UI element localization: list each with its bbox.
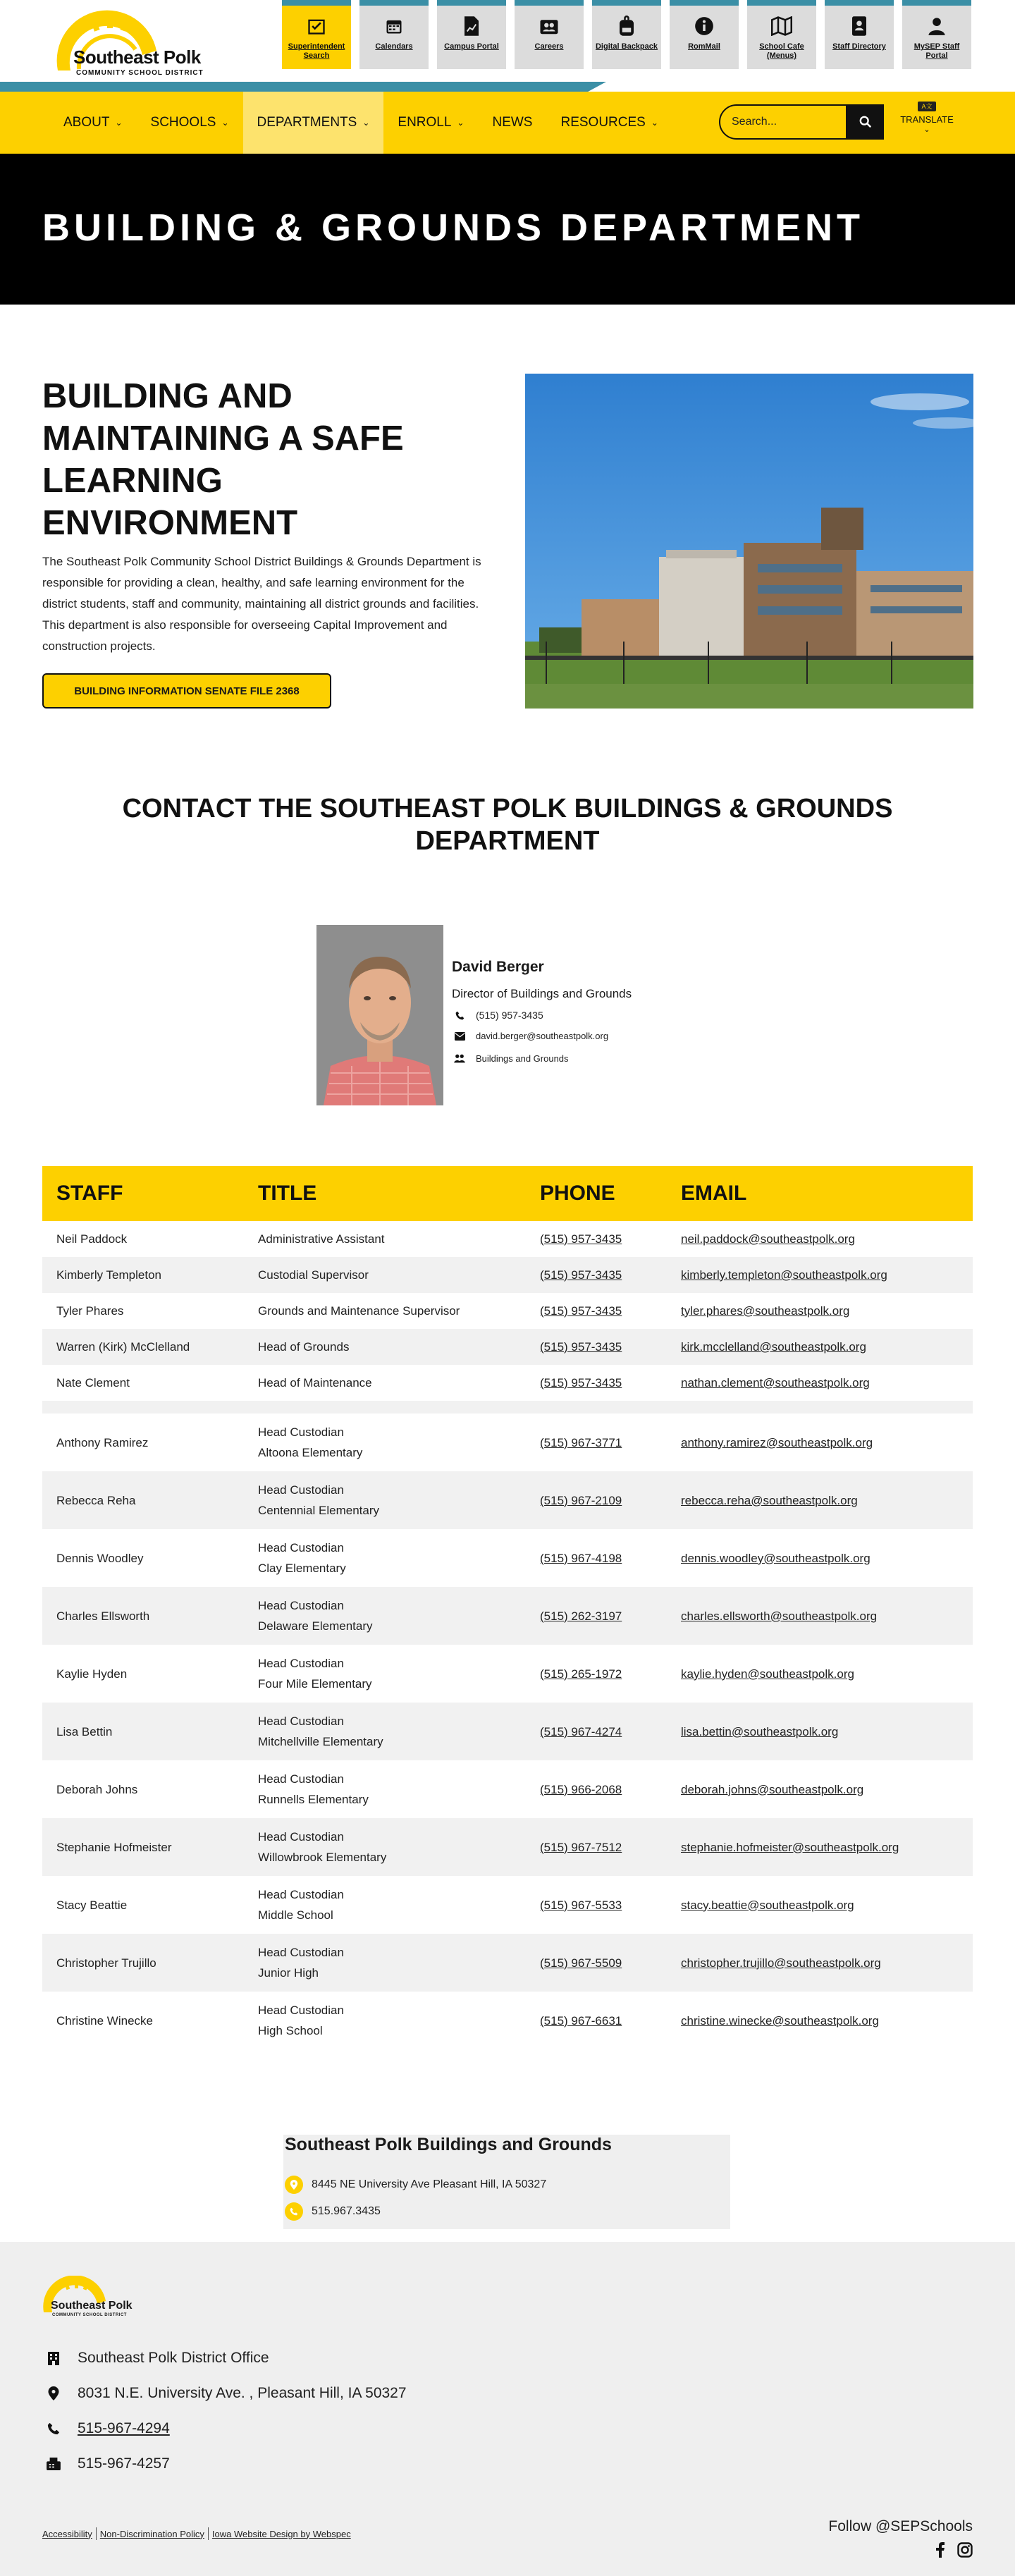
staff-location: Altoona Elementary	[258, 1446, 363, 1459]
table-row	[42, 1645, 973, 1703]
director-email-row[interactable]	[452, 1031, 608, 1041]
quick-link-label: School Cafe (Menus)	[759, 42, 804, 61]
staff-phone-link[interactable]: (515) 957-3435	[540, 1304, 622, 1318]
staff-phone-link[interactable]: (515) 957-3435	[540, 1339, 622, 1354]
header-stripe	[0, 82, 606, 92]
staff-phone-link[interactable]: (515) 967-5533	[540, 1898, 622, 1912]
table-row	[42, 1876, 973, 1934]
staff-email-link[interactable]: anthony.ramirez@southeastpolk.org	[681, 1435, 873, 1449]
nav-label: ABOUT	[63, 115, 110, 130]
staff-name: Deborah Johns	[56, 1782, 138, 1796]
table-row	[42, 1818, 973, 1876]
quick-link-label: Superintendent Search	[288, 42, 345, 61]
phone-icon	[452, 1011, 467, 1020]
staff-title-cell	[244, 1934, 526, 1992]
staff-title-cell	[244, 1760, 526, 1818]
logo-subtitle: COMMUNITY SCHOOL DISTRICT	[76, 69, 204, 77]
people-group-icon	[537, 14, 561, 38]
nav-item-resources[interactable]	[546, 92, 672, 154]
nav-label: RESOURCES	[560, 115, 646, 130]
follow-text: Follow @SEPSchools	[828, 2518, 973, 2534]
social-links	[936, 2542, 973, 2561]
staff-phone-link[interactable]: (515) 967-7512	[540, 1840, 622, 1854]
staff-title: Head Custodian	[258, 1715, 344, 1728]
staff-location: Mitchellville Elementary	[258, 1735, 383, 1748]
staff-title-cell	[244, 1876, 526, 1934]
footer-office: Southeast Polk District Office	[78, 2350, 269, 2366]
staff-table	[42, 1166, 973, 2049]
staff-location: Middle School	[258, 1908, 333, 1922]
col-header-staff: STAFF	[42, 1166, 244, 1221]
quick-links	[282, 0, 971, 69]
staff-title-cell	[244, 1529, 526, 1587]
nav-item-schools[interactable]	[137, 92, 243, 154]
chevron-down-icon: ⌄	[457, 118, 465, 128]
staff-email-cell	[667, 1818, 973, 1876]
staff-title: Head Custodian	[258, 1946, 344, 1959]
quick-link-careers[interactable]	[515, 0, 584, 69]
quick-link-label: Staff Directory	[832, 42, 886, 51]
phone-icon	[285, 2202, 303, 2221]
footer-logo[interactable]	[41, 2276, 147, 2325]
map-pin-icon	[45, 2386, 62, 2400]
staff-title: Head Custodian	[258, 2004, 344, 2017]
instagram-icon[interactable]	[957, 2542, 973, 2561]
staff-email-cell	[667, 1876, 973, 1934]
staff-email-cell	[667, 1760, 973, 1818]
staff-phone-link[interactable]: (515) 265-1972	[540, 1667, 622, 1681]
staff-email-cell	[667, 1529, 973, 1587]
staff-name: Anthony Ramirez	[56, 1435, 149, 1449]
chevron-down-icon: ⌄	[221, 118, 229, 128]
table-row	[42, 1221, 973, 1257]
staff-location: Delaware Elementary	[258, 1619, 373, 1633]
intro-heading: BUILDING AND MAINTAINING A SAFE LEARNING ENVIRONMENT	[42, 377, 404, 542]
staff-title-cell	[244, 1703, 526, 1760]
table-row	[42, 1529, 973, 1587]
director-name: David Berger	[452, 959, 544, 975]
table-row	[42, 1293, 973, 1329]
col-header-title: TITLE	[244, 1166, 526, 1221]
staff-phone-link[interactable]: (515) 967-2109	[540, 1493, 622, 1507]
staff-phone-link[interactable]: (515) 957-3435	[540, 1232, 622, 1246]
director-phone-row[interactable]	[452, 1010, 543, 1021]
staff-title: Head Custodian	[258, 1888, 344, 1901]
table-row	[42, 1365, 973, 1401]
table-row	[42, 1413, 973, 1471]
page-hero	[0, 154, 1015, 305]
quick-link-label: Calendars	[375, 42, 413, 51]
staff-phone-cell	[526, 1365, 667, 1401]
top-header	[0, 0, 1015, 92]
quick-link-staff-directory[interactable]	[825, 0, 894, 69]
people-group-icon	[452, 1054, 467, 1063]
staff-email-cell	[667, 1934, 973, 1992]
footer-phone[interactable]: 515-967-4294	[78, 2420, 170, 2436]
staff-location: Junior High	[258, 1966, 319, 1980]
staff-name: Rebecca Reha	[42, 1471, 244, 1529]
contact-heading: CONTACT THE SOUTHEAST POLK BUILDINGS & GROUNDS DEPARTMENT	[122, 794, 893, 856]
facebook-icon[interactable]	[936, 2542, 945, 2561]
staff-email-link[interactable]: deborah.johns@southeastpolk.org	[681, 1782, 864, 1796]
translate-button[interactable]	[895, 100, 959, 134]
senate-file-button[interactable]: BUILDING INFORMATION SENATE FILE 2368	[42, 673, 331, 709]
staff-title-cell	[244, 1992, 526, 2049]
staff-location: High School	[258, 2024, 323, 2037]
chevron-down-icon: ⌄	[362, 118, 370, 128]
staff-phone-link[interactable]: (515) 967-6631	[540, 2013, 622, 2028]
location-address-row	[285, 2176, 546, 2194]
staff-name: Warren (Kirk) McClelland	[42, 1329, 244, 1365]
chevron-down-icon: ⌄	[651, 118, 658, 128]
staff-name: Lisa Bettin	[42, 1703, 244, 1760]
staff-phone-link[interactable]: (515) 967-4274	[540, 1724, 622, 1738]
nav-label: NEWS	[492, 115, 533, 130]
footer-address-row	[45, 2385, 407, 2402]
staff-title-cell	[244, 1587, 526, 1645]
staff-title-cell	[244, 1818, 526, 1876]
staff-phone-cell	[526, 1413, 667, 1471]
nav-item-about[interactable]	[49, 92, 137, 154]
staff-email-cell	[667, 1257, 973, 1293]
staff-email-cell	[667, 1471, 973, 1529]
staff-email-cell	[667, 1329, 973, 1365]
staff-title: Administrative Assistant	[258, 1232, 385, 1246]
staff-title-cell	[244, 1471, 526, 1529]
checkbox-icon	[304, 14, 328, 38]
district-logo[interactable]	[51, 8, 213, 79]
staff-email-link[interactable]: christine.winecke@southeastpolk.org	[681, 2013, 879, 2028]
staff-phone-cell	[526, 1221, 667, 1257]
staff-name: Dennis Woodley	[56, 1551, 144, 1565]
staff-email-link[interactable]: kirk.mcclelland@southeastpolk.org	[681, 1339, 866, 1354]
nav-label: ENROLL	[398, 115, 452, 130]
location-title: Southeast Polk Buildings and Grounds	[285, 2135, 612, 2154]
staff-phone-cell	[526, 1992, 667, 2049]
staff-email-cell	[667, 1587, 973, 1645]
quick-link-digital-backpack[interactable]	[592, 0, 661, 69]
staff-phone-cell	[526, 1934, 667, 1992]
staff-name: Tyler Phares	[56, 1304, 124, 1318]
staff-phone-cell	[526, 1645, 667, 1703]
quick-link-label: Campus Portal	[444, 42, 499, 51]
webspec-link[interactable]: Iowa Website Design by Webspec	[211, 2528, 351, 2539]
staff-email-link[interactable]: christopher.trujillo@southeastpolk.org	[681, 1956, 881, 1970]
staff-location: Four Mile Elementary	[258, 1677, 372, 1691]
staff-name: Nate Clement	[56, 1375, 130, 1390]
staff-email-link[interactable]: rebecca.reha@southeastpolk.org	[681, 1493, 858, 1507]
phone-icon	[45, 2422, 62, 2435]
col-header-phone: PHONE	[526, 1166, 667, 1221]
staff-name: Charles Ellsworth	[42, 1587, 244, 1645]
staff-phone-link[interactable]: (515) 967-3771	[540, 1435, 622, 1449]
fax-icon	[45, 2458, 62, 2470]
chevron-down-icon: ⌄	[115, 118, 123, 128]
director-department-row	[452, 1053, 569, 1064]
quick-link-superintendent-search[interactable]	[282, 0, 351, 69]
footer-office-row	[45, 2350, 269, 2367]
link-separator	[208, 2527, 209, 2540]
search-button[interactable]	[847, 104, 884, 140]
staff-email-link[interactable]: neil.paddock@southeastpolk.org	[681, 1232, 855, 1246]
staff-email-link[interactable]: stacy.beattie@southeastpolk.org	[681, 1898, 854, 1912]
user-icon	[925, 14, 949, 38]
staff-email-cell	[667, 1703, 973, 1760]
staff-title: Grounds and Maintenance Supervisor	[258, 1304, 460, 1318]
staff-title: Head Custodian	[258, 1425, 344, 1439]
director-department: Buildings and Grounds	[476, 1053, 569, 1064]
staff-phone-cell	[526, 1293, 667, 1329]
quick-link-campus-portal[interactable]	[437, 0, 506, 69]
table-row	[42, 1934, 973, 1992]
staff-email-link[interactable]: stephanie.hofmeister@southeastpolk.org	[681, 1840, 899, 1854]
quick-link-rommail[interactable]	[670, 0, 739, 69]
staff-email-cell	[667, 1221, 973, 1257]
staff-name: Kimberly Templeton	[42, 1257, 244, 1293]
staff-title: Head Custodian	[258, 1830, 344, 1844]
staff-email-link[interactable]: dennis.woodley@southeastpolk.org	[681, 1551, 871, 1565]
nav-item-departments[interactable]	[243, 92, 384, 154]
staff-title: Head Custodian	[258, 1657, 344, 1670]
table-row	[42, 1257, 973, 1293]
page-title: BUILDING & GROUNDS DEPARTMENT	[42, 207, 864, 249]
location-phone-row[interactable]	[285, 2202, 381, 2221]
quick-link-label: Careers	[534, 42, 564, 51]
table-row	[42, 1703, 973, 1760]
staff-title: Head Custodian	[258, 1541, 344, 1554]
staff-location: Runnells Elementary	[258, 1793, 369, 1806]
staff-email-cell	[667, 1413, 973, 1471]
building-icon	[45, 2351, 62, 2365]
link-separator	[96, 2527, 97, 2540]
director-phone: (515) 957-3435	[476, 1010, 543, 1021]
staff-email-link[interactable]: nathan.clement@southeastpolk.org	[681, 1375, 870, 1390]
staff-phone-link[interactable]: (515) 957-3435	[540, 1375, 622, 1390]
logo-name: Southeast Polk	[73, 47, 201, 68]
staff-phone-link[interactable]: (515) 262-3197	[540, 1609, 622, 1623]
translate-icon: A文	[918, 102, 936, 111]
table-header-row	[42, 1166, 973, 1221]
staff-phone-link[interactable]: (515) 967-5509	[540, 1956, 622, 1970]
quick-link-school-cafe[interactable]	[747, 0, 816, 69]
staff-phone-cell	[526, 1876, 667, 1934]
staff-phone-cell	[526, 1257, 667, 1293]
staff-phone-cell	[526, 1587, 667, 1645]
staff-name: Neil Paddock	[56, 1232, 128, 1246]
staff-email-cell	[667, 1365, 973, 1401]
staff-location: Centennial Elementary	[258, 1504, 379, 1517]
document-chart-icon	[460, 14, 484, 38]
table-row	[42, 1587, 973, 1645]
staff-title-cell	[244, 1645, 526, 1703]
nav-item-news[interactable]	[478, 92, 546, 154]
staff-email-link[interactable]: kimberly.templeton@southeastpolk.org	[681, 1268, 887, 1282]
location-card	[283, 2135, 730, 2229]
quick-link-label: MySEP Staff Portal	[914, 42, 960, 61]
staff-email-cell	[667, 1293, 973, 1329]
staff-email-link[interactable]: charles.ellsworth@southeastpolk.org	[681, 1609, 878, 1623]
chevron-down-icon: ⌄	[923, 125, 930, 134]
staff-email-cell	[667, 1992, 973, 2049]
map-icon	[770, 14, 794, 38]
staff-phone-cell	[526, 1471, 667, 1529]
table-row	[42, 1329, 973, 1365]
nav-label: DEPARTMENTS	[257, 115, 357, 130]
staff-phone-cell	[526, 1329, 667, 1365]
search-icon	[859, 116, 872, 128]
staff-phone-cell	[526, 1818, 667, 1876]
staff-phone-cell	[526, 1529, 667, 1587]
intro-text: The Southeast Polk Community School District Buildings & Grounds Department is responsible for providing a clean, healthy, and safe learning environment for the district students, staff and community, maintaining all district grounds and facilities. This department is also responsible for overseeing Capital Improvement and construction projects.	[42, 555, 481, 653]
director-email: david.berger@southeastpolk.org	[476, 1031, 609, 1041]
footer-phone-row[interactable]	[45, 2420, 170, 2437]
staff-location: Clay Elementary	[258, 1562, 346, 1575]
footer-address: 8031 N.E. University Ave. , Pleasant Hill, IA 50327	[78, 2385, 407, 2401]
staff-email-cell	[667, 1645, 973, 1703]
staff-title-cell	[244, 1413, 526, 1471]
col-header-email: EMAIL	[667, 1166, 973, 1221]
footer-fax: 515-967-4257	[78, 2455, 170, 2472]
footer-logo-name: Southeast Polk	[51, 2300, 133, 2312]
staff-name: Kaylie Hyden	[56, 1667, 128, 1681]
nav-label: SCHOOLS	[150, 115, 216, 130]
calendar-icon	[382, 14, 406, 38]
table-row	[42, 1760, 973, 1818]
staff-title: Custodial Supervisor	[244, 1257, 526, 1293]
footer-logo-subtitle: COMMUNITY SCHOOL DISTRICT	[52, 2313, 127, 2317]
info-circle-icon	[692, 14, 716, 38]
table-spacer	[42, 1401, 973, 1413]
staff-name: Stacy Beattie	[56, 1898, 128, 1912]
non-discrimination-link[interactable]: Non-Discrimination Policy	[99, 2528, 204, 2539]
staff-phone-link[interactable]: (515) 957-3435	[540, 1268, 622, 1282]
staff-name: Christopher Trujillo	[42, 1934, 244, 1992]
nav-item-enroll[interactable]	[383, 92, 478, 154]
staff-phone-cell	[526, 1760, 667, 1818]
staff-title: Head Custodian	[258, 1483, 344, 1497]
table-row	[42, 1992, 973, 2049]
quick-link-label: RomMail	[688, 42, 720, 51]
staff-phone-cell	[526, 1703, 667, 1760]
translate-label: TRANSLATE	[900, 114, 954, 125]
location-phone: 515.967.3435	[312, 2205, 381, 2217]
quick-link-mysep-staff-portal[interactable]	[902, 0, 971, 69]
staff-location: Willowbrook Elementary	[258, 1851, 387, 1864]
footer-links	[42, 2527, 351, 2540]
staff-email-link[interactable]: lisa.bettin@southeastpolk.org	[681, 1724, 839, 1738]
staff-name: Stephanie Hofmeister	[42, 1818, 244, 1876]
search-input[interactable]	[719, 104, 847, 140]
building-photo	[525, 374, 973, 709]
envelope-icon	[452, 1032, 467, 1041]
staff-title: Head Custodian	[258, 1772, 344, 1786]
search-form	[719, 104, 884, 140]
contact-card-icon	[847, 14, 871, 38]
location-address: 8445 NE University Ave Pleasant Hill, IA 50327	[312, 2178, 547, 2190]
accessibility-link[interactable]: Accessibility	[42, 2528, 92, 2539]
staff-email-link[interactable]: tyler.phares@southeastpolk.org	[681, 1304, 850, 1318]
quick-link-label: Digital Backpack	[595, 42, 658, 51]
staff-title: Head of Maintenance	[258, 1375, 372, 1390]
footer-fax-row	[45, 2455, 170, 2472]
quick-link-calendars[interactable]	[359, 0, 429, 69]
staff-email-link[interactable]: kaylie.hyden@southeastpolk.org	[681, 1667, 854, 1681]
staff-name: Christine Winecke	[56, 2013, 153, 2028]
map-pin-icon	[285, 2176, 303, 2194]
backpack-icon	[615, 14, 639, 38]
site-footer	[0, 2242, 1015, 2576]
staff-phone-link[interactable]: (515) 966-2068	[540, 1782, 622, 1796]
staff-title: Head Custodian	[258, 1599, 344, 1612]
director-title: Director of Buildings and Grounds	[452, 987, 632, 1000]
director-photo	[316, 925, 443, 1105]
staff-title: Head of Grounds	[244, 1329, 526, 1365]
table-row	[42, 1471, 973, 1529]
staff-phone-link[interactable]: (515) 967-4198	[540, 1551, 622, 1565]
